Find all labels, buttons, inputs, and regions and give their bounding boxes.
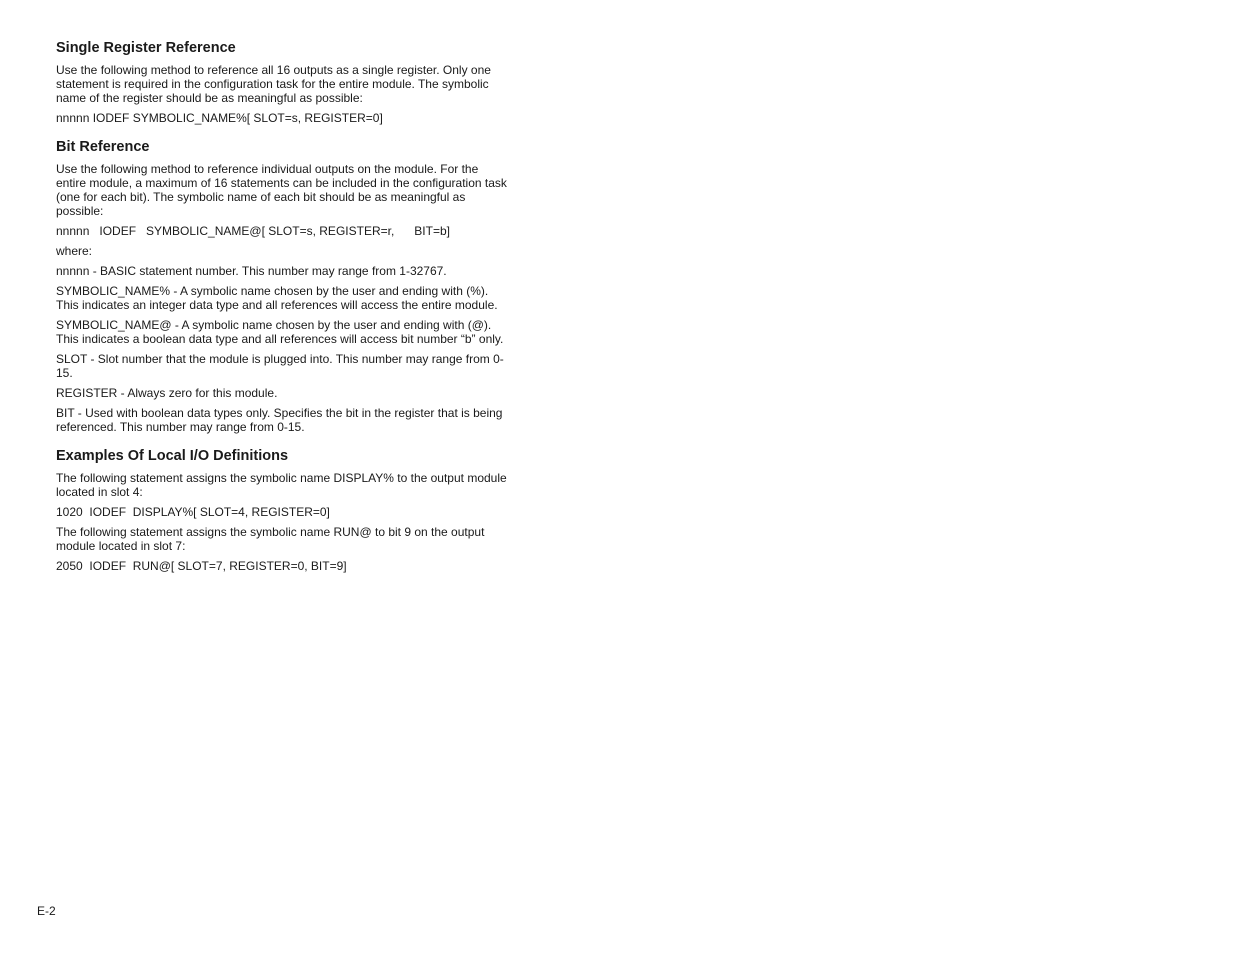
bit-reference-section xyxy=(56,139,508,434)
definition-bit: BIT - Used with boolean data types only. Specifies the bit in the register that is being referenced. This number may range from 0-15. xyxy=(56,406,503,434)
examples-heading: Examples Of Local I/O Definitions xyxy=(56,448,289,464)
single-register-intro: Use the following method to reference all 16 outputs as a single register. Only one statement is required in the configuration task for the entire module. The symbolic name of the register should be as meaningful as possible: xyxy=(56,63,491,105)
bit-reference-intro: Use the following method to reference individual outputs on the module. For the entire module, a maximum of 16 statements can be included in the configuration task (one for each bit). The symbolic name of each bit should be as meaningful as possible: xyxy=(56,162,507,218)
bit-reference-heading: Bit Reference xyxy=(56,139,150,155)
example-2-code: 2050 IODEF RUN@[ SLOT=7, REGISTER=0, BIT=9] xyxy=(56,559,347,573)
definition-symbolic-name-at: SYMBOLIC_NAME@ - A symbolic name chosen by the user and ending with (@). This indicates a boolean data type and all references will access bit number “b” only. xyxy=(56,318,504,346)
example-2-text: The following statement assigns the symbolic name RUN@ to bit 9 on the output module located in slot 7: xyxy=(56,525,485,553)
document-body xyxy=(56,40,508,579)
definition-statement-number: nnnnn - BASIC statement number. This number may range from 1-32767. xyxy=(56,264,447,278)
single-register-syntax: nnnnn IODEF SYMBOLIC_NAME%[ SLOT=s, REGISTER=0] xyxy=(56,111,383,125)
where-label: where: xyxy=(56,244,93,258)
single-register-heading: Single Register Reference xyxy=(56,40,236,56)
definition-symbolic-name-percent: SYMBOLIC_NAME% - A symbolic name chosen by the user and ending with (%). This indicates an integer data type and all references will access the entire module. xyxy=(56,284,498,312)
example-1-text: The following statement assigns the symbolic name DISPLAY% to the output module located in slot 4: xyxy=(56,471,507,499)
example-1-code: 1020 IODEF DISPLAY%[ SLOT=4, REGISTER=0] xyxy=(56,505,330,519)
definition-slot: SLOT - Slot number that the module is plugged into. This number may range from 0-15. xyxy=(56,352,504,380)
page-number: E-2 xyxy=(37,904,56,918)
single-register-section xyxy=(56,40,508,125)
bit-reference-syntax: nnnnn IODEF SYMBOLIC_NAME@[ SLOT=s, REGISTER=r, BIT=b] xyxy=(56,224,450,238)
definition-register: REGISTER - Always zero for this module. xyxy=(56,386,278,400)
examples-section xyxy=(56,448,508,573)
